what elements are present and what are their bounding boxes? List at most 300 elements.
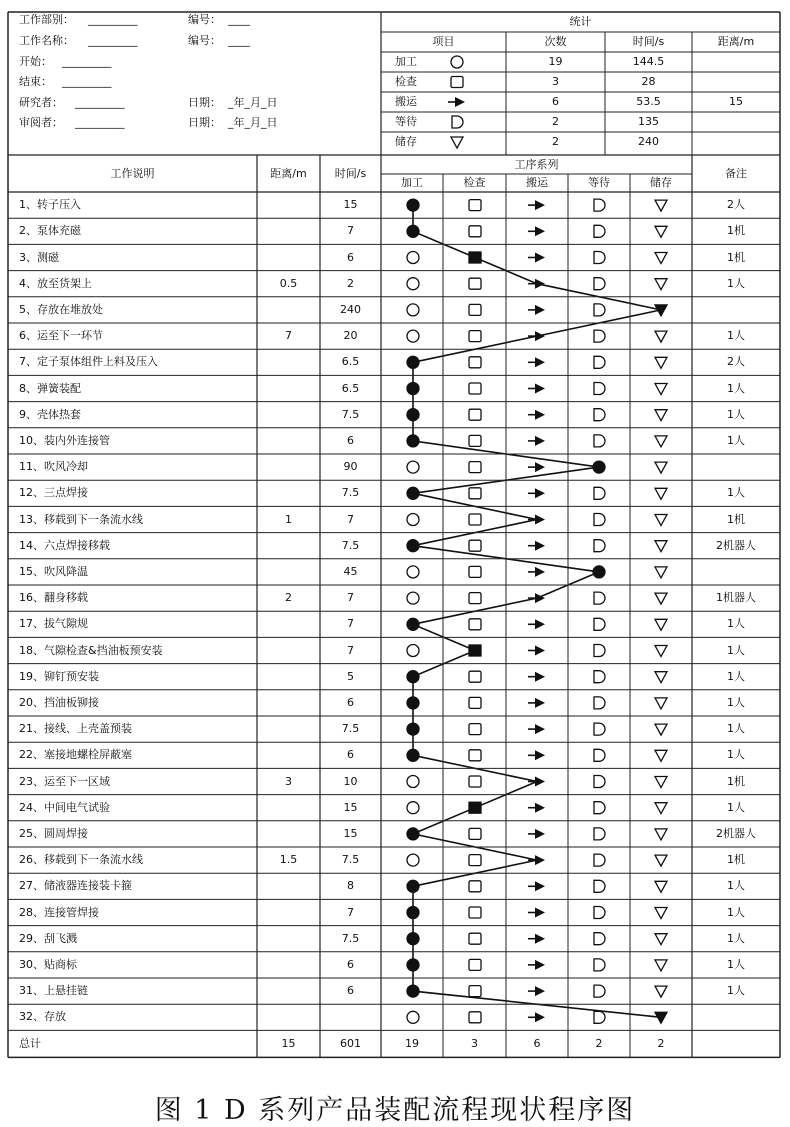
transport-symbol-icon — [528, 200, 545, 210]
form-right-label: 日期： — [188, 116, 221, 129]
inspect-symbol-icon — [469, 881, 481, 892]
transport-symbol-icon — [528, 410, 545, 420]
row-time: 6 — [347, 957, 354, 971]
active-process-symbol-icon — [407, 828, 419, 840]
col-header-transport: 搬运 — [526, 176, 548, 189]
inspect-symbol-icon — [469, 724, 481, 735]
store-symbol-icon — [655, 331, 667, 342]
row-note: 1人 — [727, 695, 745, 709]
total-label: 总计 — [19, 1036, 41, 1050]
inspect-symbol-icon — [469, 671, 481, 682]
row-note: 1机 — [727, 512, 745, 526]
form-field-blank-3[interactable]: _________ — [62, 75, 112, 88]
stats-count: 3 — [552, 75, 559, 88]
row-time: 2 — [347, 276, 354, 290]
row-note: 1人 — [727, 722, 745, 736]
form-field-blank-2[interactable]: _________ — [62, 55, 112, 68]
active-process-symbol-icon — [407, 356, 419, 368]
form-field-label: 工作名称： — [19, 34, 74, 47]
inspect-symbol-icon — [469, 435, 481, 446]
store-symbol-icon — [655, 488, 667, 499]
wait-symbol-icon — [594, 828, 605, 840]
row-time: 20 — [343, 329, 358, 343]
inspect-symbol-icon — [469, 540, 481, 551]
wait-symbol-icon — [594, 383, 605, 395]
row-note: 1人 — [727, 879, 745, 893]
row-time: 6.5 — [341, 381, 360, 395]
store-symbol-icon — [655, 724, 667, 735]
row-note: 2机器人 — [716, 538, 756, 552]
store-symbol-icon — [655, 462, 667, 473]
col-header-notes: 备注 — [725, 166, 747, 180]
wait-symbol-icon — [594, 723, 605, 735]
stats-item-label: 等待 — [395, 115, 417, 128]
wait-symbol-icon — [594, 514, 605, 526]
stats-time: 240 — [638, 135, 659, 148]
active-process-symbol-icon — [407, 540, 419, 552]
stats-count: 19 — [548, 55, 563, 68]
row-time: 7 — [347, 905, 354, 919]
row-description: 5、存放在堆放处 — [19, 302, 103, 316]
transport-symbol-icon — [528, 357, 545, 367]
transport-symbol-icon — [528, 619, 545, 629]
form-right-label: 日期： — [188, 96, 221, 109]
inspect-symbol-icon — [469, 383, 481, 394]
transport-symbol-icon — [528, 646, 545, 656]
wait-symbol-icon — [594, 225, 605, 237]
row-distance: 1 — [285, 512, 292, 526]
row-time: 6 — [347, 984, 354, 998]
transport-symbol-icon — [528, 934, 545, 944]
row-description: 30、贴商标 — [19, 957, 77, 971]
stats-header: 时间/s — [632, 35, 665, 48]
form-field-label: 结束： — [19, 75, 52, 88]
row-distance: 3 — [285, 774, 292, 788]
wait-symbol-icon — [594, 933, 605, 945]
row-time: 7.5 — [341, 407, 360, 421]
form-field-blank-4[interactable]: _________ — [75, 96, 125, 109]
process-symbol-icon — [407, 278, 419, 290]
wait-symbol-icon — [594, 776, 605, 788]
wait-symbol-icon — [594, 304, 605, 316]
col-header-series: 工序系列 — [514, 157, 559, 171]
wait-symbol-icon — [594, 540, 605, 552]
wait-symbol-icon — [594, 435, 605, 447]
store-symbol-icon — [655, 410, 667, 421]
row-time: 7 — [347, 512, 354, 526]
active-process-symbol-icon — [407, 749, 419, 761]
store-symbol-icon — [655, 908, 667, 919]
total-distance: 15 — [281, 1036, 296, 1050]
row-note: 2人 — [727, 355, 745, 369]
col-header-store: 储存 — [650, 176, 672, 189]
store-symbol-icon — [655, 279, 667, 290]
store-symbol-icon — [655, 986, 667, 997]
active-process-symbol-icon — [407, 487, 419, 499]
row-note: 1人 — [727, 433, 745, 447]
total-count-transport: 6 — [533, 1036, 541, 1050]
row-description: 18、气隙检查&挡油板预安装 — [19, 643, 163, 657]
form-right-label: 编号： — [188, 13, 221, 26]
row-time: 6 — [347, 433, 354, 447]
row-note: 1人 — [727, 748, 745, 762]
total-count-inspect: 3 — [471, 1036, 478, 1050]
row-time: 7 — [347, 643, 354, 657]
active-process-symbol-icon — [407, 880, 419, 892]
active-process-symbol-icon — [407, 933, 419, 945]
row-time: 90 — [343, 460, 358, 474]
row-description: 26、移载到下一条流水线 — [19, 853, 143, 867]
active-wait-symbol-icon — [593, 461, 605, 473]
active-transport-symbol-icon — [528, 855, 545, 865]
process-symbol-icon — [407, 854, 419, 866]
row-description: 8、弹簧装配 — [19, 381, 81, 395]
row-time: 240 — [340, 302, 361, 316]
col-header-process: 加工 — [401, 176, 423, 189]
wait-symbol-icon — [594, 592, 605, 604]
row-description: 24、中间电气试验 — [19, 800, 110, 814]
row-description: 19、铆钉预安装 — [19, 669, 99, 683]
row-time: 7.5 — [341, 722, 360, 736]
row-description: 32、存放 — [19, 1010, 66, 1024]
active-inspect-symbol-icon — [469, 645, 481, 656]
inspect-symbol-icon — [469, 566, 481, 577]
total-count-wait: 2 — [595, 1036, 603, 1050]
row-description: 31、上悬挂链 — [19, 984, 88, 998]
row-note: 1人 — [727, 381, 745, 395]
row-note: 1人 — [727, 407, 745, 421]
row-note: 1人 — [727, 329, 745, 343]
active-store-symbol-icon — [655, 1012, 667, 1023]
wait-symbol-icon — [594, 409, 605, 421]
active-inspect-symbol-icon — [469, 252, 481, 263]
transport-symbol-icon — [528, 384, 545, 394]
transport-symbol-icon — [528, 724, 545, 734]
total-count-store: 2 — [657, 1036, 665, 1050]
store-symbol-icon — [655, 253, 667, 264]
row-time: 15 — [343, 198, 358, 212]
row-description: 15、吹风降温 — [19, 564, 88, 578]
stats-count: 2 — [552, 135, 559, 148]
row-distance: 1.5 — [279, 853, 298, 867]
active-process-symbol-icon — [407, 225, 419, 237]
process-symbol-icon — [407, 514, 419, 526]
stats-item-label: 检查 — [395, 75, 417, 88]
wait-symbol-icon — [594, 985, 605, 997]
wait-symbol-icon — [594, 907, 605, 919]
stats-symbol-triangle — [451, 137, 463, 148]
wait-symbol-icon — [594, 671, 605, 683]
store-symbol-icon — [655, 541, 667, 552]
active-transport-symbol-icon — [528, 331, 545, 341]
row-description: 20、挡油板铆接 — [19, 695, 99, 709]
inspect-symbol-icon — [469, 304, 481, 315]
stats-header: 距离/m — [717, 35, 755, 48]
col-header-desc: 工作说明 — [110, 166, 155, 180]
inspect-symbol-icon — [469, 959, 481, 970]
wait-symbol-icon — [594, 802, 605, 814]
wait-symbol-icon — [594, 330, 605, 342]
store-symbol-icon — [655, 619, 667, 630]
stats-item-label: 储存 — [395, 135, 417, 148]
wait-symbol-icon — [594, 252, 605, 264]
form-right-label: 编号： — [188, 34, 221, 47]
row-description: 6、运至下一环节 — [19, 329, 103, 343]
store-symbol-icon — [655, 855, 667, 866]
inspect-symbol-icon — [469, 619, 481, 630]
row-time: 7 — [347, 617, 354, 631]
row-time: 7 — [347, 591, 354, 605]
wait-symbol-icon — [594, 749, 605, 761]
row-description: 7、定子泵体组件上料及压入 — [19, 355, 158, 369]
transport-symbol-icon — [528, 881, 545, 891]
row-description: 27、储液器连接装卡箍 — [19, 879, 132, 893]
process-symbol-icon — [407, 461, 419, 473]
stats-item-label: 搬运 — [395, 95, 417, 108]
form-field-label: 工作部别： — [19, 13, 74, 26]
stats-count: 2 — [552, 115, 559, 128]
transport-symbol-icon — [528, 986, 545, 996]
inspect-symbol-icon — [469, 750, 481, 761]
row-note: 1人 — [727, 957, 745, 971]
process-symbol-icon — [407, 252, 419, 264]
row-time: 6.5 — [341, 355, 360, 369]
form-right-blank-1[interactable]: ____ — [228, 34, 250, 47]
inspect-symbol-icon — [469, 986, 481, 997]
transport-symbol-icon — [528, 305, 545, 315]
row-description: 21、接线、上壳盖预装 — [19, 722, 132, 736]
transport-symbol-icon — [528, 462, 545, 472]
row-description: 13、移载到下一条流水线 — [19, 512, 143, 526]
inspect-symbol-icon — [469, 907, 481, 918]
active-process-symbol-icon — [407, 671, 419, 683]
row-description: 14、六点焊接移载 — [19, 538, 110, 552]
transport-symbol-icon — [528, 567, 545, 577]
wait-symbol-icon — [594, 199, 605, 211]
store-symbol-icon — [655, 803, 667, 814]
store-symbol-icon — [655, 672, 667, 683]
active-process-symbol-icon — [407, 985, 419, 997]
col-header-time: 时间/s — [334, 166, 367, 180]
row-time: 15 — [343, 826, 358, 840]
wait-symbol-icon — [594, 854, 605, 866]
stats-time: 144.5 — [632, 55, 665, 68]
stats-title: 统计 — [569, 15, 592, 28]
process-symbol-icon — [407, 776, 419, 788]
store-symbol-icon — [655, 436, 667, 447]
store-symbol-icon — [655, 698, 667, 709]
active-process-symbol-icon — [407, 409, 419, 421]
stats-distance: 15 — [729, 95, 743, 108]
form-field-label: 研究者： — [19, 96, 63, 109]
form-right-blank-3[interactable]: _年_月_日 — [228, 116, 278, 129]
row-description: 2、泵体充磁 — [19, 224, 81, 238]
row-time: 6 — [347, 250, 354, 264]
row-time: 7.5 — [341, 538, 360, 552]
row-note: 1人 — [727, 984, 745, 998]
row-note: 1人 — [727, 669, 745, 683]
stats-time: 53.5 — [636, 95, 661, 108]
row-note: 1机 — [727, 774, 745, 788]
row-note: 2人 — [727, 198, 745, 212]
row-note: 1人 — [727, 800, 745, 814]
transport-symbol-icon — [528, 750, 545, 760]
inspect-symbol-icon — [469, 855, 481, 866]
stats-header: 项目 — [432, 35, 455, 48]
active-process-symbol-icon — [407, 907, 419, 919]
stats-time: 28 — [641, 75, 656, 88]
row-description: 11、吹风冷却 — [19, 460, 88, 474]
inspect-symbol-icon — [469, 409, 481, 420]
transport-symbol-icon — [528, 436, 545, 446]
row-time: 10 — [343, 774, 358, 788]
transport-symbol-icon — [528, 829, 545, 839]
active-process-symbol-icon — [407, 959, 419, 971]
row-distance: 2 — [285, 591, 292, 605]
row-description: 12、三点焊接 — [19, 486, 88, 500]
stats-symbol-square — [451, 77, 463, 88]
form-field-blank-0[interactable]: _________ — [88, 13, 138, 26]
wait-symbol-icon — [594, 880, 605, 892]
wait-symbol-icon — [594, 356, 605, 368]
store-symbol-icon — [655, 567, 667, 578]
form-field-blank-5[interactable]: _________ — [75, 116, 125, 129]
row-description: 25、圆周焊接 — [19, 826, 88, 840]
row-time: 7 — [347, 224, 354, 238]
process-symbol-icon — [407, 304, 419, 316]
stats-symbol-d-shape — [452, 116, 463, 128]
active-process-symbol-icon — [407, 723, 419, 735]
row-time: 6 — [347, 748, 354, 762]
row-description: 28、连接管焊接 — [19, 905, 99, 919]
store-symbol-icon — [655, 881, 667, 892]
form-field-label: 开始： — [19, 55, 52, 68]
wait-symbol-icon — [594, 697, 605, 709]
inspect-symbol-icon — [469, 776, 481, 787]
active-process-symbol-icon — [407, 199, 419, 211]
row-time: 5 — [347, 669, 354, 683]
store-symbol-icon — [655, 960, 667, 971]
transport-symbol-icon — [528, 960, 545, 970]
stats-header: 次数 — [544, 35, 567, 48]
total-time: 601 — [340, 1036, 361, 1050]
store-symbol-icon — [655, 226, 667, 237]
row-description: 17、拔气隙规 — [19, 617, 88, 631]
store-symbol-icon — [655, 515, 667, 526]
row-distance: 0.5 — [279, 276, 298, 290]
process-symbol-icon — [407, 592, 419, 604]
wait-symbol-icon — [594, 1011, 605, 1023]
transport-symbol-icon — [528, 908, 545, 918]
row-distance: 7 — [285, 329, 292, 343]
row-time: 7.5 — [341, 853, 360, 867]
inspect-symbol-icon — [469, 1012, 481, 1023]
transport-symbol-icon — [528, 803, 545, 813]
form-right-blank-2[interactable]: _年_月_日 — [228, 96, 278, 109]
active-process-symbol-icon — [407, 435, 419, 447]
store-symbol-icon — [655, 646, 667, 657]
inspect-symbol-icon — [469, 462, 481, 473]
transport-symbol-icon — [528, 672, 545, 682]
store-symbol-icon — [655, 357, 667, 368]
store-symbol-icon — [655, 593, 667, 604]
row-time: 7.5 — [341, 486, 360, 500]
form-field-label: 审阅者： — [19, 116, 63, 129]
row-note: 1人 — [727, 643, 745, 657]
row-description: 4、放至货架上 — [19, 276, 92, 290]
form-right-blank-0[interactable]: ____ — [228, 13, 250, 26]
figure-caption: 图 1 D 系列产品装配流程现状程序图 — [154, 1095, 636, 1126]
process-symbol-icon — [407, 802, 419, 814]
row-time: 6 — [347, 695, 354, 709]
row-description: 9、壳体热套 — [19, 407, 81, 421]
inspect-symbol-icon — [469, 828, 481, 839]
wait-symbol-icon — [594, 278, 605, 290]
row-note: 1机 — [727, 853, 745, 867]
store-symbol-icon — [655, 750, 667, 761]
transport-symbol-icon — [528, 488, 545, 498]
active-transport-symbol-icon — [528, 593, 545, 603]
row-description: 1、转子压入 — [19, 198, 81, 212]
inspect-symbol-icon — [469, 226, 481, 237]
process-symbol-icon — [407, 566, 419, 578]
row-time: 8 — [347, 879, 354, 893]
row-note: 1人 — [727, 617, 745, 631]
inspect-symbol-icon — [469, 278, 481, 289]
row-note: 1机器人 — [716, 591, 756, 605]
inspect-symbol-icon — [469, 697, 481, 708]
wait-symbol-icon — [594, 487, 605, 499]
row-note: 2机器人 — [716, 826, 756, 840]
row-description: 3、测磁 — [19, 250, 59, 264]
inspect-symbol-icon — [469, 488, 481, 499]
process-symbol-icon — [407, 330, 419, 342]
row-description: 16、翻身移载 — [19, 591, 88, 605]
transport-symbol-icon — [528, 698, 545, 708]
wait-symbol-icon — [594, 618, 605, 630]
store-symbol-icon — [655, 829, 667, 840]
row-description: 23、运至下一区域 — [19, 774, 110, 788]
transport-symbol-icon — [528, 1012, 545, 1022]
form-field-blank-1[interactable]: _________ — [88, 34, 138, 47]
wait-symbol-icon — [594, 645, 605, 657]
row-time: 15 — [343, 800, 358, 814]
row-description: 10、装内外连接管 — [19, 433, 110, 447]
wait-symbol-icon — [594, 959, 605, 971]
stats-time: 135 — [638, 115, 659, 128]
inspect-symbol-icon — [469, 593, 481, 604]
inspect-symbol-icon — [469, 357, 481, 368]
active-inspect-symbol-icon — [469, 802, 481, 813]
row-note: 1机 — [727, 250, 745, 264]
row-time: 45 — [343, 564, 358, 578]
stats-count: 6 — [552, 95, 559, 108]
store-symbol-icon — [655, 934, 667, 945]
active-transport-symbol-icon — [528, 515, 545, 525]
row-note: 1人 — [727, 931, 745, 945]
col-header-inspect: 检查 — [463, 176, 486, 189]
inspect-symbol-icon — [469, 200, 481, 211]
store-symbol-icon — [655, 384, 667, 395]
active-process-symbol-icon — [407, 383, 419, 395]
stats-symbol-arrow — [448, 97, 465, 107]
inspect-symbol-icon — [469, 514, 481, 525]
inspect-symbol-icon — [469, 331, 481, 342]
row-description: 22、塞接地螺栓屏蔽塞 — [19, 748, 132, 762]
col-header-wait: 等待 — [588, 176, 610, 189]
row-description: 29、刮飞溅 — [19, 931, 77, 945]
transport-symbol-icon — [528, 226, 545, 236]
